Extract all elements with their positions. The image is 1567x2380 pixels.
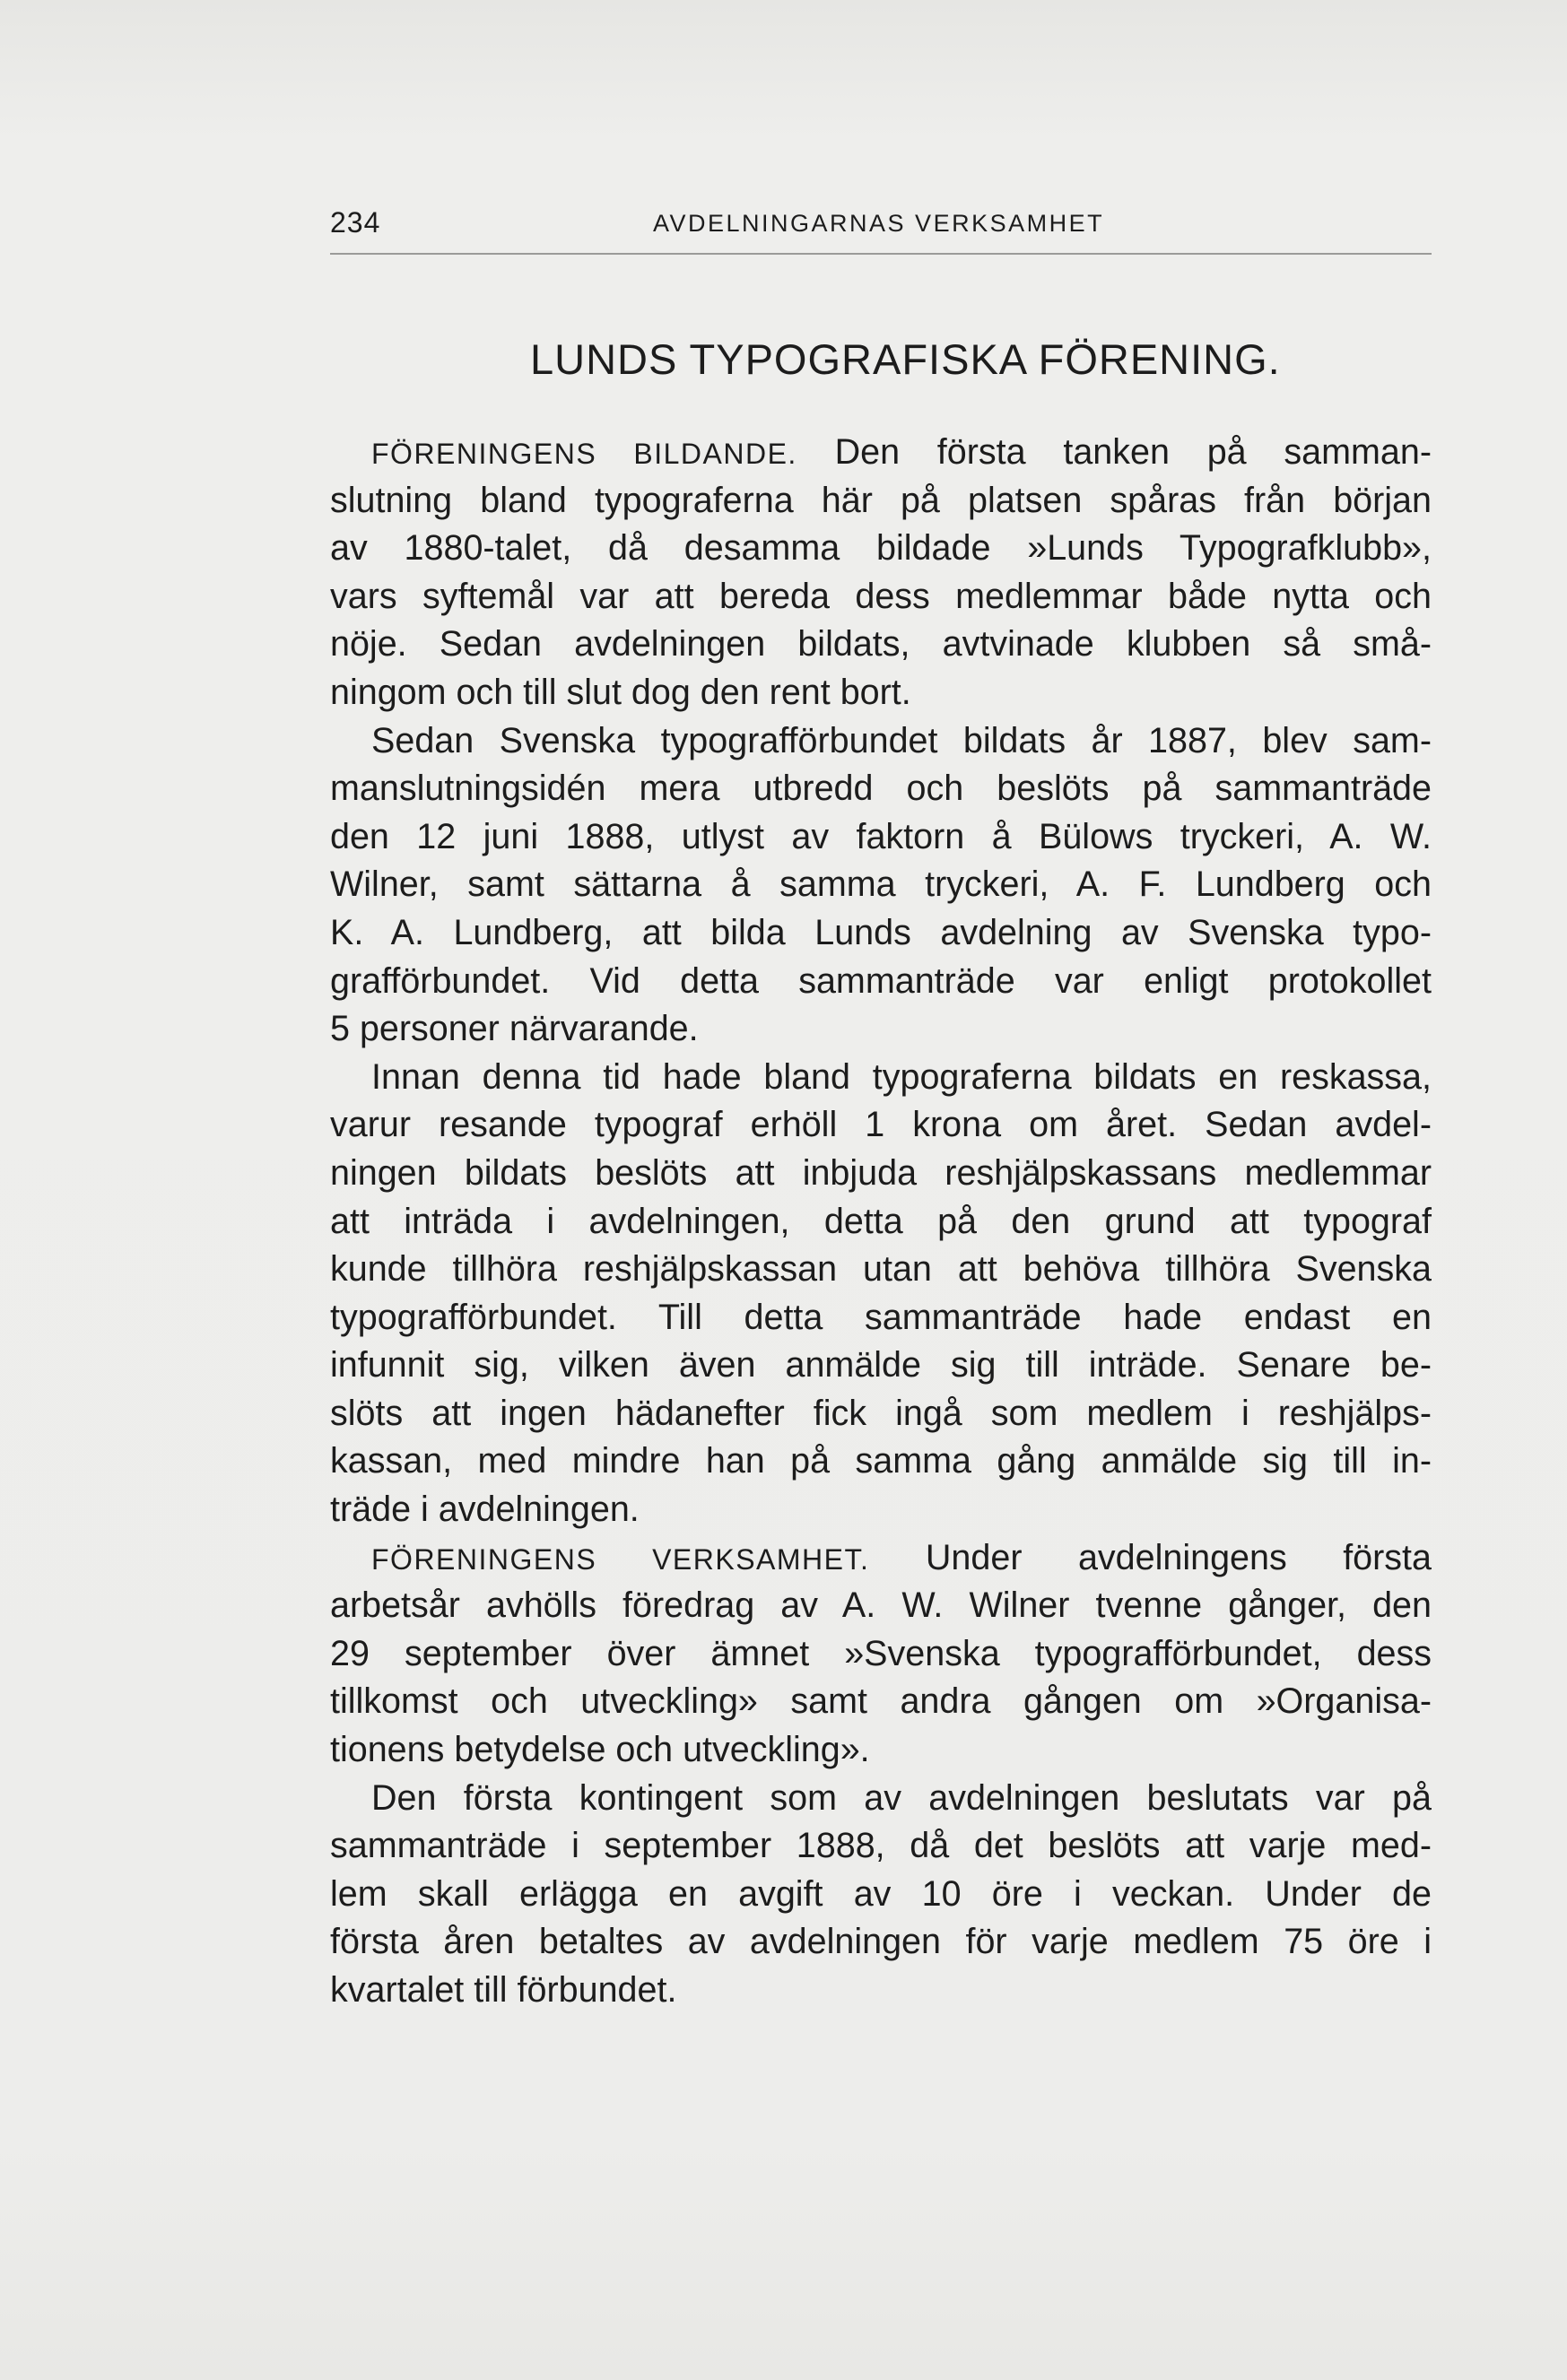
text-line: kassan, med mindre han på samma gång anmälde sig till in- — [330, 1441, 1432, 1481]
text-line: första åren betaltes av avdelningen för varje medlem 75 öre i — [330, 1922, 1432, 1962]
text-line: FÖRENINGENS VERKSAMHET. Under avdelningens första — [371, 1537, 1432, 1577]
text-line: vars syftemål var att bereda dess medlemmar både nytta och — [330, 576, 1432, 616]
paragraph — [330, 1054, 1432, 1534]
text-line: ningom och till slut dog den rent bort. — [330, 672, 911, 712]
text-line: manslutningsidén mera utbredd och beslöts på sammanträde — [330, 769, 1432, 809]
text-line: Sedan Svenska typografförbundet bildats år 1887, blev sam- — [371, 720, 1432, 760]
text-line: nöje. Sedan avdelningen bildats, avtvinade klubben så små- — [330, 624, 1432, 664]
body-text — [330, 429, 1432, 2015]
text-line: träde i avdelningen. — [330, 1490, 640, 1530]
text-line: kunde tillhöra reshjälpskassan utan att behöva tillhöra Svenska — [330, 1249, 1432, 1290]
text-line: FÖRENINGENS BILDANDE. Den första tanken på samman- — [371, 432, 1432, 472]
running-head: AVDELNINGARNAS VERKSAMHET — [653, 210, 1105, 237]
text-line: Den första kontingent som av avdelningen beslutats var på — [371, 1777, 1432, 1818]
section-title: LUNDS TYPOGRAFISKA FÖRENING. — [530, 335, 1281, 383]
paragraph — [330, 1775, 1432, 2015]
text-line: slöts att ingen hädanefter fick ingå som medlem i reshjälps- — [330, 1393, 1432, 1433]
paragraph — [330, 717, 1432, 1054]
text-line: Wilner, samt sättarna å samma tryckeri, A. F. Lundberg och — [330, 864, 1432, 905]
text-line: tionens betydelse och utveckling». — [330, 1730, 870, 1770]
text-line: kvartalet till förbundet. — [330, 1970, 677, 2010]
paragraph-heading: FÖRENINGENS BILDANDE. — [371, 438, 797, 470]
text-line: tillkomst och utveckling» samt andra gången om »Organisa- — [330, 1681, 1432, 1722]
page-header — [330, 199, 1432, 255]
paragraph — [330, 1534, 1432, 1775]
text-line: att inträda i avdelningen, detta på den grund att typograf — [330, 1201, 1432, 1241]
text-line: slutning bland typograferna här på platsen spåras från början — [330, 480, 1432, 520]
page-number: 234 — [330, 206, 381, 239]
text-line: infunnit sig, vilken även anmälde sig till inträde. Senare be- — [330, 1345, 1432, 1385]
text-line: ningen bildats beslöts att inbjuda reshjälpskassans medlemmar — [330, 1152, 1432, 1193]
text-line: varur resande typograf erhöll 1 krona om året. Sedan avdel- — [330, 1105, 1432, 1145]
text-line: lem skall erlägga en avgift av 10 öre i veckan. Under de — [330, 1873, 1432, 1914]
text-line: den 12 juni 1888, utlyst av faktorn å Bülows tryckeri, A. W. — [330, 816, 1432, 856]
text-line: 5 personer närvarande. — [330, 1009, 699, 1049]
text-line: Innan denna tid hade bland typograferna bildats en reskassa, — [371, 1056, 1432, 1097]
text-line: K. A. Lundberg, att bilda Lunds avdelning av Svenska typo- — [330, 912, 1432, 952]
text-line: typografförbundet. Till detta sammanträde hade endast en — [330, 1297, 1432, 1337]
text-line: grafförbundet. Vid detta sammanträde var enligt protokollet — [330, 960, 1432, 1001]
text-line: sammanträde i september 1888, då det beslöts att varje med- — [330, 1826, 1432, 1866]
text-line: arbetsår avhölls föredrag av A. W. Wilner tvenne gånger, den — [330, 1585, 1432, 1626]
text-line: av 1880-talet, då desamma bildade »Lunds Typografklubb», — [330, 528, 1432, 569]
paragraph — [330, 429, 1432, 717]
paragraph-heading: FÖRENINGENS VERKSAMHET. — [371, 1542, 870, 1576]
text-line: 29 september över ämnet »Svenska typografförbundet, dess — [330, 1633, 1432, 1673]
